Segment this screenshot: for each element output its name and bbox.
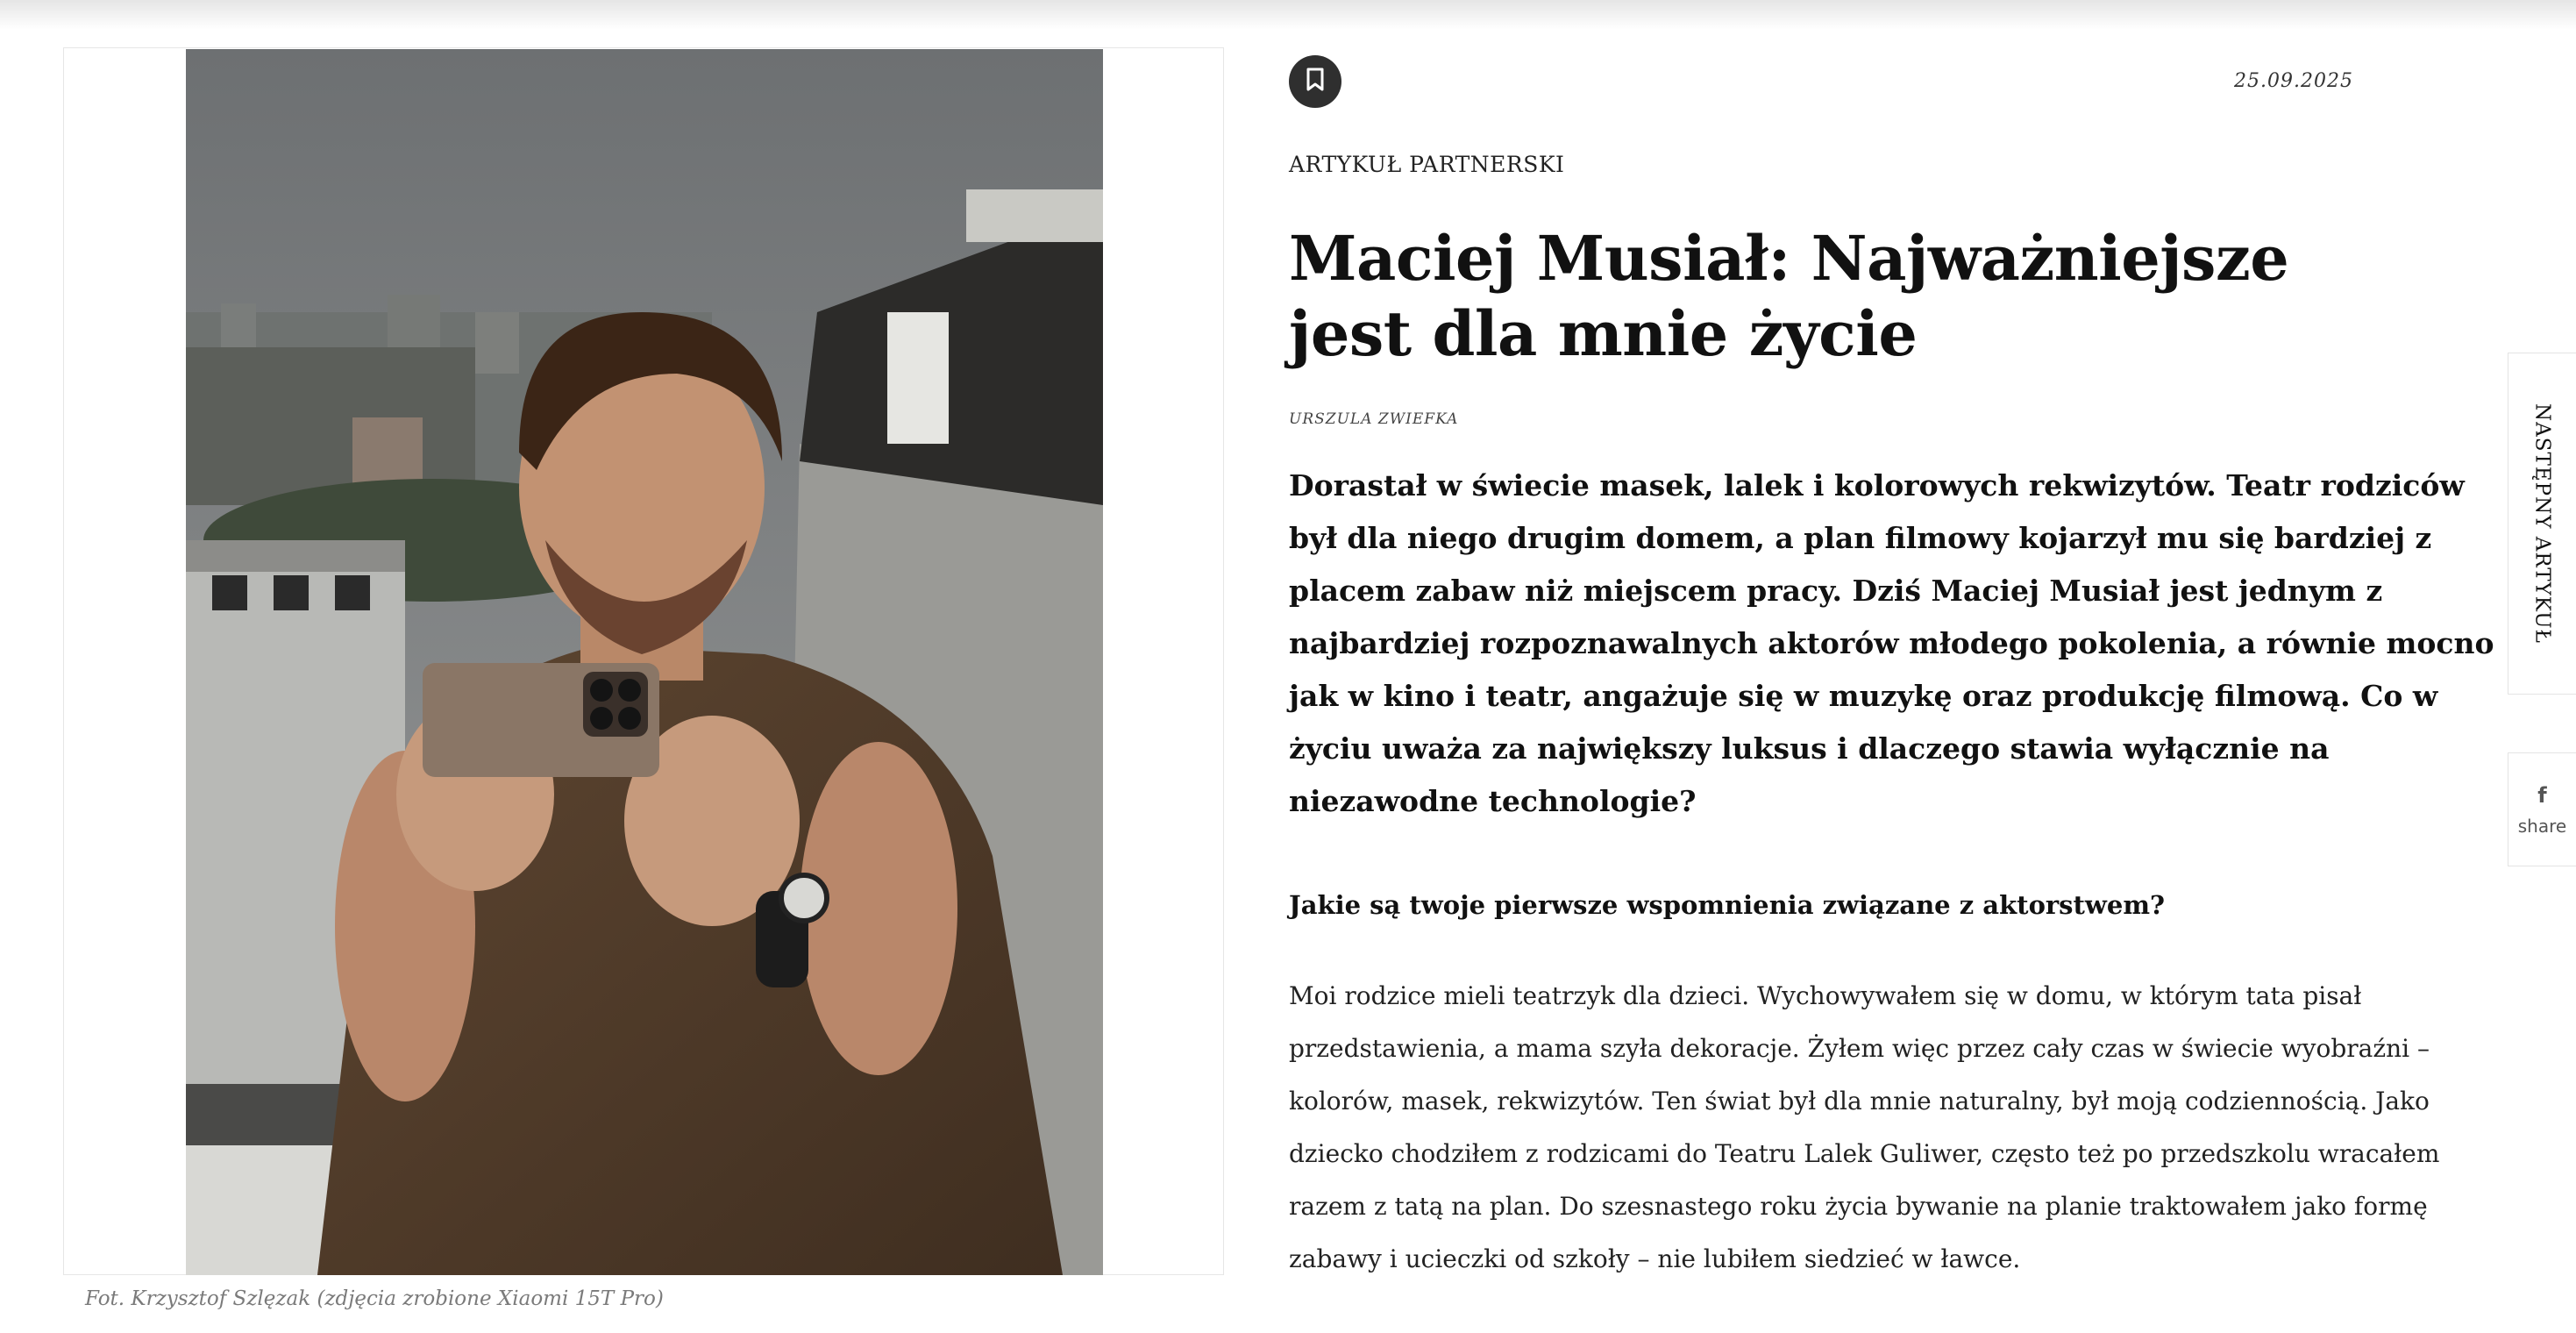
interview-question: Jakie są twoje pierwsze wspomnienia związane z aktorstwem? [1289,890,2165,920]
next-article-tab[interactable] [2508,353,2576,695]
share-label: share [2517,816,2567,837]
photo-caption: Fot. Krzysztof Szlęzak (zdjęcia zrobione Xiaomi 15T Pro) [85,1287,664,1310]
article-title: Maciej Musiał: Najważniejsze jest dla mnie życie [1289,222,2289,370]
article-author[interactable]: URSZULA ZWIEFKA [1289,410,1459,428]
bookmark-button[interactable] [1289,55,1341,108]
article-kicker: ARTYKUŁ PARTNERSKI [1289,152,1565,177]
article-date: 25.09.2025 [2234,70,2353,92]
facebook-icon: f [2537,783,2547,808]
article-lead: Dorastał w świecie masek, lalek i kolorowych rekwizytów. Teatr rodziców był dla niego drugim domem, a plan filmowy kojarzył mu się bardziej z placem zabaw niż miejscem pracy. Dziś Maciej Musiał jest jednym z najbardziej rozpoznawalnych aktorów młodego pokolenia, a równie mocno jak w kino i teatr, angażuje się w muzykę oraz produkcję filmową. Co w życiu uważa za największy luksus i dlaczego stawia wyłącznie na niezawodne technologie? [1289,468,2494,818]
bookmark-icon [1306,68,1325,96]
next-article-label: NASTĘPNY ARTYKUŁ [2530,403,2554,644]
header-shadow [0,0,2576,30]
share-button[interactable] [2508,752,2576,866]
interview-answer: Moi rodzice mieli teatrzyk dla dzieci. Wychowywałem się w domu, w którym tata pisał przedstawienia, a mama szyła dekoracje. Żyłem więc przez cały czas w świecie wyobraźni – kolorów, masek, rekwizytów. Ten świat był dla mnie naturalny, był moją codziennością. Jako dziecko chodziłem z rodzicami do Teatru Lalek Guliwer, często też po przedszkolu wracałem razem z tatą na plan. Do szesnastego roku życia bywanie na planie traktowałem jako formę zabawy i ucieczki od szkoły – nie lubiłem siedzieć w ławce. [1289,981,2440,1273]
article-photo[interactable] [186,49,1103,1275]
